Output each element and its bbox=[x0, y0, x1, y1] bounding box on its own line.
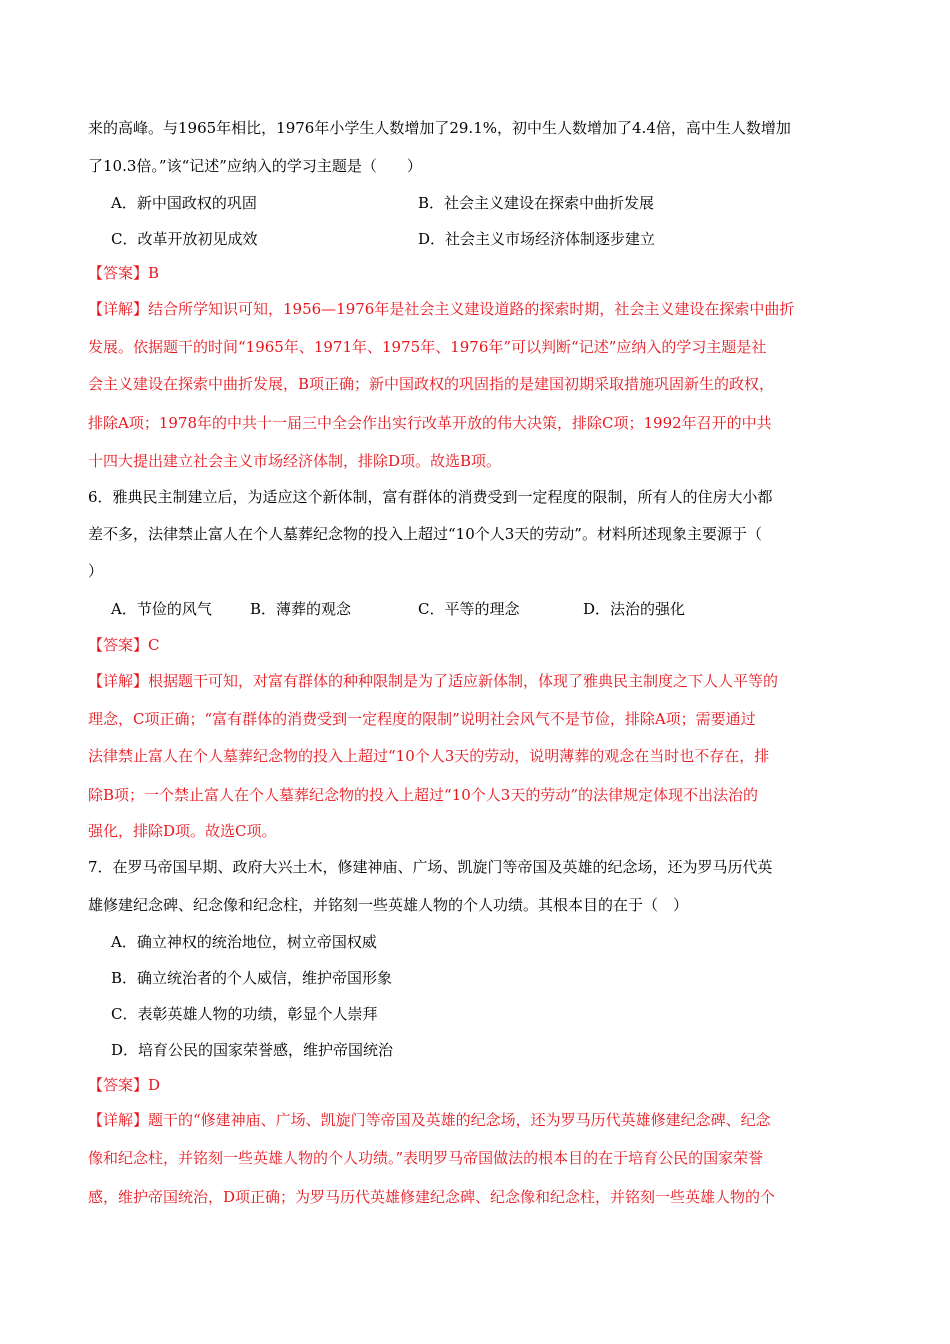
q6-stem-line-3: ） bbox=[88, 562, 104, 580]
q5-explain-line-3: 会主义建设在探索中曲折发展，B项正确；新中国政权的巩固指的是建国初期采取措施巩固新生的政权， bbox=[88, 375, 775, 393]
q5-option-a: A．新中国政权的巩固 bbox=[111, 194, 257, 212]
q5-stem-line-2: 了10.3倍。”该“记述”应纳入的学习主题是（ ） bbox=[88, 157, 422, 175]
q6-explain-line-4: 除B项；一个禁止富人在个人墓葬纪念物的投入上超过“10个人3天的劳动”的法律规定体现不出法治的 bbox=[88, 786, 758, 804]
q5-explain-line-1: 【详解】结合所学知识可知，1956—1976年是社会主义建设道路的探索时期，社会主义建设在探索中曲折 bbox=[88, 300, 795, 318]
q7-explain-line-1: 【详解】题干的“修建神庙、广场、凯旋门等帝国及英雄的纪念场，还为罗马历代英雄修建纪念碑、纪念 bbox=[88, 1111, 771, 1129]
q6-answer: 【答案】C bbox=[88, 636, 160, 654]
q6-explain-line-5: 强化，排除D项。故选C项。 bbox=[88, 822, 277, 840]
q6-stem-line-2: 差不多，法律禁止富人在个人墓葬纪念物的投入上超过“10个人3天的劳动”。材料所述现象主要源于（ bbox=[88, 525, 762, 543]
q6-explain-line-2: 理念，C项正确；“富有群体的消费受到一定程度的限制”说明社会风气不是节俭，排除A项；需要通过 bbox=[88, 710, 756, 728]
q5-stem-line-1: 来的高峰。与1965年相比，1976年小学生人数增加了29.1%，初中生人数增加了4.4倍，高中生人数增加 bbox=[88, 119, 791, 137]
q6-option-b: B．薄葬的观念 bbox=[250, 600, 352, 618]
q7-explain-line-3: 感，维护帝国统治，D项正确；为罗马历代英雄修建纪念碑、纪念像和纪念柱，并铭刻一些英雄人物的个 bbox=[88, 1188, 776, 1206]
q5-explain-line-5: 十四大提出建立社会主义市场经济体制，排除D项。故选B项。 bbox=[88, 452, 502, 470]
q6-explain-line-1: 【详解】根据题干可知，对富有群体的种种限制是为了适应新体制，体现了雅典民主制度之下人人平等的 bbox=[88, 672, 779, 690]
q6-option-d: D．法治的强化 bbox=[583, 600, 686, 618]
q5-answer: 【答案】B bbox=[88, 264, 160, 282]
q7-stem-line-1: 7．在罗马帝国早期、政府大兴土木，修建神庙、广场、凯旋门等帝国及英雄的纪念场，还为罗马历代英 bbox=[88, 858, 773, 876]
q7-option-c: C．表彰英雄人物的功绩，彰显个人崇拜 bbox=[111, 1005, 378, 1023]
q5-option-b: B．社会主义建设在探索中曲折发展 bbox=[418, 194, 655, 212]
q7-stem-line-2: 雄修建纪念碑、纪念像和纪念柱，并铭刻一些英雄人物的个人功绩。其根本目的在于（ ） bbox=[88, 896, 689, 914]
q7-explain-line-2: 像和纪念柱，并铭刻一些英雄人物的个人功绩。”表明罗马帝国做法的根本目的在于培育公民的国家荣誉 bbox=[88, 1149, 764, 1167]
q7-option-d: D．培育公民的国家荣誉感，维护帝国统治 bbox=[111, 1041, 394, 1059]
q6-option-c: C．平等的理念 bbox=[418, 600, 520, 618]
q6-explain-line-3: 法律禁止富人在个人墓葬纪念物的投入上超过“10个人3天的劳动，说明薄葬的观念在当时也不存在，排 bbox=[88, 747, 770, 765]
q5-option-d: D．社会主义市场经济体制逐步建立 bbox=[418, 230, 656, 248]
q5-option-c: C．改革开放初见成效 bbox=[111, 230, 258, 248]
q5-explain-line-4: 排除A项；1978年的中共十一届三中全会作出实行改革开放的伟大决策，排除C项；1992年召开的中共 bbox=[88, 414, 772, 432]
q6-stem-line-1: 6．雅典民主制建立后，为适应这个新体制，富有群体的消费受到一定程度的限制，所有人的住房大小都 bbox=[88, 488, 773, 506]
q7-option-b: B．确立统治者的个人威信，维护帝国形象 bbox=[111, 969, 393, 987]
q7-answer: 【答案】D bbox=[88, 1076, 161, 1094]
q5-explain-line-2: 发展。依据题干的时间“1965年、1971年、1975年、1976年”可以判断“记述”应纳入的学习主题是社 bbox=[88, 338, 767, 356]
q7-option-a: A．确立神权的统治地位，树立帝国权威 bbox=[111, 933, 377, 951]
q6-option-a: A．节俭的风气 bbox=[111, 600, 212, 618]
